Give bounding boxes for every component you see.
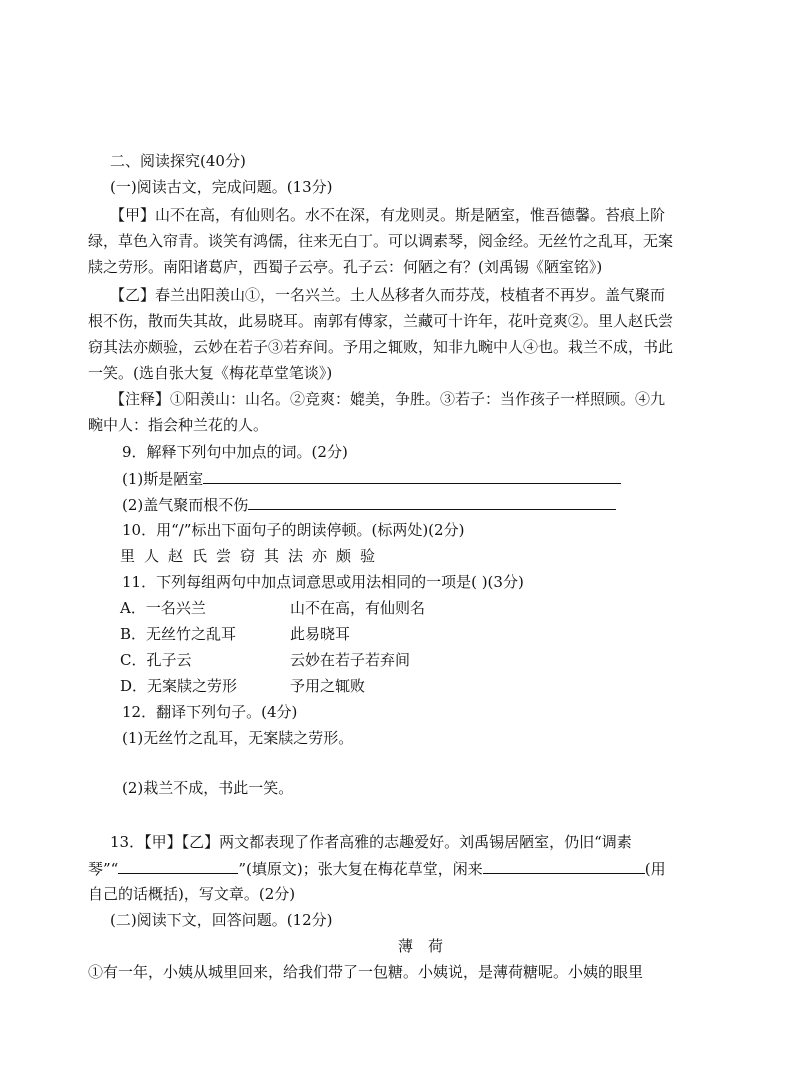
- option-left: A．一名兴兰: [120, 599, 206, 617]
- answer-blank[interactable]: [483, 858, 645, 874]
- option-left: C．孔子云: [120, 651, 192, 669]
- passage-yi-line: 一笑。(选自张大复《梅花草堂笔谈》): [88, 364, 333, 382]
- passage-jia-line: 【甲】山不在高，有仙则名。水不在深，有龙则灵。斯是陋室，惟吾德馨。苔痕上阶: [110, 206, 666, 224]
- passage-yi-line: 根不伤，散而失其故，此易晓耳。南郭有傅家，兰藏可十许年，花叶竞爽②。里人赵氏尝: [88, 312, 674, 330]
- option-a[interactable]: [120, 598, 426, 618]
- question-line: [88, 858, 666, 879]
- option-b[interactable]: [120, 624, 351, 644]
- question-line: 自己的话概括)，写文章。(2分): [88, 885, 296, 903]
- item-label: (1)斯是陋室: [122, 470, 204, 488]
- essay-title: 薄荷: [398, 937, 459, 955]
- text-segment: 琴”“: [88, 860, 119, 878]
- option-c[interactable]: [120, 650, 411, 670]
- option-right: 山不在高，有仙则名: [290, 599, 426, 617]
- translate-item: (1)无丝竹之乱耳，无案牍之劳形。: [122, 729, 354, 747]
- passage-jia-line: 绿，草色入帘青。谈笑有鸿儒，往来无白丁。可以调素琴，阅金经。无丝竹之乱耳，无案: [88, 232, 674, 250]
- option-left: B．无丝竹之乱耳: [120, 625, 237, 643]
- answer-line: [122, 494, 616, 515]
- text-segment: (用: [644, 860, 666, 878]
- annotation-line: 畹中人：指会种兰花的人。: [88, 416, 269, 434]
- question-stem: 9．解释下列句中加点的词。(2分): [122, 443, 348, 461]
- option-right: 予用之辄败: [290, 677, 366, 695]
- part1-title: (一)阅读古文，完成问题。(13分): [110, 178, 333, 196]
- question-stem: 13．【甲】【乙】两文都表现了作者高雅的志趣爱好。刘禹锡居陋室，仍旧“调素: [110, 833, 632, 851]
- section-title: 二、阅读探究(40分): [110, 152, 246, 170]
- option-left: D．无案牍之劳形: [120, 677, 238, 695]
- passage-yi-line: 【乙】春兰出阳羡山①，一名兴兰。土人丛移者久而芬茂，枝植者不再岁。盖气聚而: [110, 286, 666, 304]
- translate-item: (2)栽兰不成，书此一笑。: [122, 779, 294, 797]
- option-right: 云妙在若子若弃间: [290, 651, 411, 669]
- answer-blank[interactable]: [118, 858, 238, 874]
- passage-jia-line: 牍之劳形。南阳诸葛庐，西蜀子云亭。孔子云：何陋之有？(刘禹锡《陋室铭》): [88, 258, 603, 276]
- essay-paragraph: ①有一年，小姨从城里回来，给我们带了一包糖。小姨说，是薄荷糖呢。小姨的眼里: [88, 963, 644, 981]
- answer-blank[interactable]: [203, 468, 621, 484]
- question-stem: 10．用“/”标出下面句子的朗读停顿。(标两处)(2分): [122, 521, 465, 539]
- item-label: (2)盖气聚而根不伤: [122, 496, 249, 514]
- annotation-line: 【注释】①阳羡山：山名。②竞爽：媲美，争胜。③若子：当作孩子一样照顾。④九: [110, 390, 666, 408]
- question-stem: 11．下列每组两句中加点词意思或用法相同的一项是( )(3分): [122, 573, 524, 591]
- part2-title: (二)阅读下文，回答问题。(12分): [110, 911, 333, 929]
- option-right: 此易晓耳: [290, 625, 351, 643]
- answer-line: [122, 468, 621, 489]
- text-segment: ”(填原文)；张大复在梅花草堂，闲来: [238, 860, 483, 878]
- answer-blank[interactable]: [248, 494, 616, 510]
- question-stem: 12．翻译下列句子。(4分): [122, 703, 298, 721]
- pause-sentence: 里人赵氏尝窃其法亦颇验: [120, 547, 385, 565]
- option-d[interactable]: [120, 676, 366, 696]
- passage-yi-line: 窃其法亦颇验，云妙在若子③若弃间。予用之辄败，知非九畹中人④也。栽兰不成，书此: [88, 338, 674, 356]
